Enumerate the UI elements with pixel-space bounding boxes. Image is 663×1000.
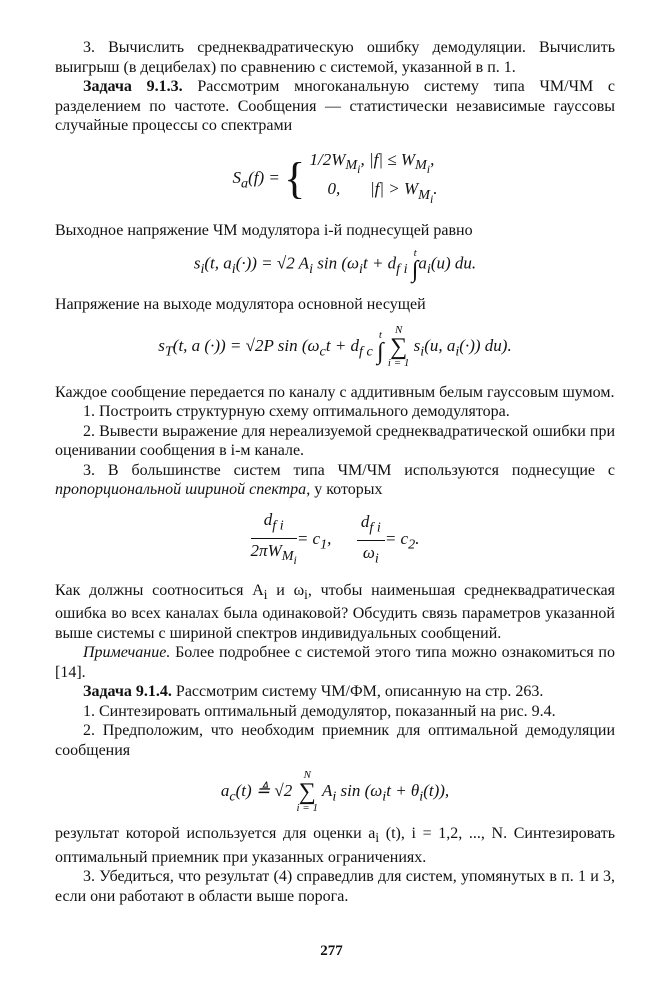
formula-spectrum — [55, 150, 615, 209]
paragraph-note: Примечание. Более подробнее с системой этого типа можно ознакомиться по [14]. — [55, 644, 615, 681]
paragraph-task-914: Задача 9.1.4. Рассмотрим систему ЧМ/ФМ, описанную на стр. 263. — [83, 683, 544, 701]
note-label: Примечание. — [83, 644, 171, 662]
paragraph-output-voltage: Выходное напряжение ЧМ модулятора i-й поднесущей равно — [55, 221, 473, 239]
list-item-914-3: 3. Убедиться, что результат (4) справедлив для систем, упомянутых в п. 1 и 3, если они работают в области выше порога. — [55, 868, 615, 905]
brace-symbol: { — [284, 154, 306, 204]
fraction-1: $\frac{d_{f i}}{2\pi W_{M_i}}$ — [250, 509, 297, 568]
sum-symbol: N ∑ i = 1 — [387, 323, 410, 369]
list-item-2: 2. Вывести выражение для нереализуемой среднеквадратической ошибки при оценивании сообщения в i-м канале. — [55, 422, 615, 460]
page-body — [55, 38, 615, 906]
page-number: 277 — [320, 943, 343, 959]
list-item-3: 3. В большинстве систем типа ЧМ/ЧМ используются поднесущие с пропорциональной шириной спектра, у которых — [55, 461, 615, 499]
paragraph-task-item-3: 3. Вычислить среднеквадратическую ошибку демодуляции. Вычислить выигрыш (в децибелах) по сравнению с системой, указанной в п. 1. — [55, 39, 615, 76]
paragraph-task-913 — [55, 77, 615, 136]
list-item-914-2: 2. Предположим, что необходим приемник для оптимальной демодуляции сообщения — [55, 722, 615, 759]
emphasis-text: пропорциональной шириной спектра — [55, 481, 307, 499]
paragraph-channel: Каждое сообщение передается по каналу с аддитивным белым гауссовым шумом. — [55, 383, 615, 401]
formula-ratios: $\frac{d_{f i}}{2\pi W_{M_i}}$ = $c_1$, $\frac{d_{f i}}{\omega_i}$ = $c_2$. — [55, 510, 615, 571]
integral-symbol: t ∫ — [411, 247, 419, 284]
task-914-title: Задача 9.1.4. — [83, 683, 172, 701]
list-item-1: 1. Построить структурную схему оптимального демодулятора. — [83, 403, 510, 421]
task-913-text: Рассмотрим многоканальную систему типа ЧМ/ЧМ с разделением по частоте. Сообщения — статистически независимые гауссовы случайные процессы со спектрами — [55, 78, 616, 134]
sum-symbol: N ∑ i = 1 — [296, 769, 318, 815]
formula-spectrum-cases — [309, 150, 437, 209]
formula-message: $a_c(t)$ ≜ √2 N ∑ i = 1 $A_i$ $\sin (\omega_it + \theta_i(t))$, — [220, 769, 450, 815]
formula-spectrum-lhs: $S_a(f)$ = — [232, 168, 280, 192]
fraction-2: $\frac{d_{f i}}{\omega_i}$ — [357, 512, 385, 569]
paragraph-main-carrier: Напряжение на выходе модулятора основной несущей — [55, 296, 426, 314]
case-1: $1/2W_{M_i}$, $|f| \le W_{M_i}$, — [309, 149, 435, 176]
formula-subcarrier: $s_i(t$, $a_i(\cdot)) = √2$ $A_i$ $\sin (\omega_it + d_{f i}$ t ∫ $a_i(u)$ du. — [193, 247, 477, 284]
task-913-title: Задача 9.1.3. — [83, 78, 183, 95]
paragraph-result: результат которой используется для оценки $a_i$ (t), i = 1,2, ..., N. Синтезировать оптимальный приемник при указанных ограничениях. — [55, 825, 615, 866]
list-item-914-1: 1. Синтезировать оптимальный демодулятор, показанный на рис. 9.4. — [83, 702, 556, 720]
paragraph-question: Как должны соотноситься $A_i$ и $\omega_i$, чтобы наименьшая среднеквадратическая ошибка во всех каналах была одинаковой? Обсудить связь параметров указанной выше системы с шириной спектров индивидуальных сообщений. — [55, 581, 616, 642]
case-2: 0, $|f| > W_{M_i}$. — [327, 179, 438, 206]
formula-main-carrier: $s_T(t$, a (·)) = √2P $\sin (\omega_ct + d_{f c}$ t ∫ N ∑ i = 1 $s_i(u$, $a_i(\cdot)$) du). — [158, 323, 512, 369]
integral-symbol: t ∫ — [377, 329, 384, 366]
